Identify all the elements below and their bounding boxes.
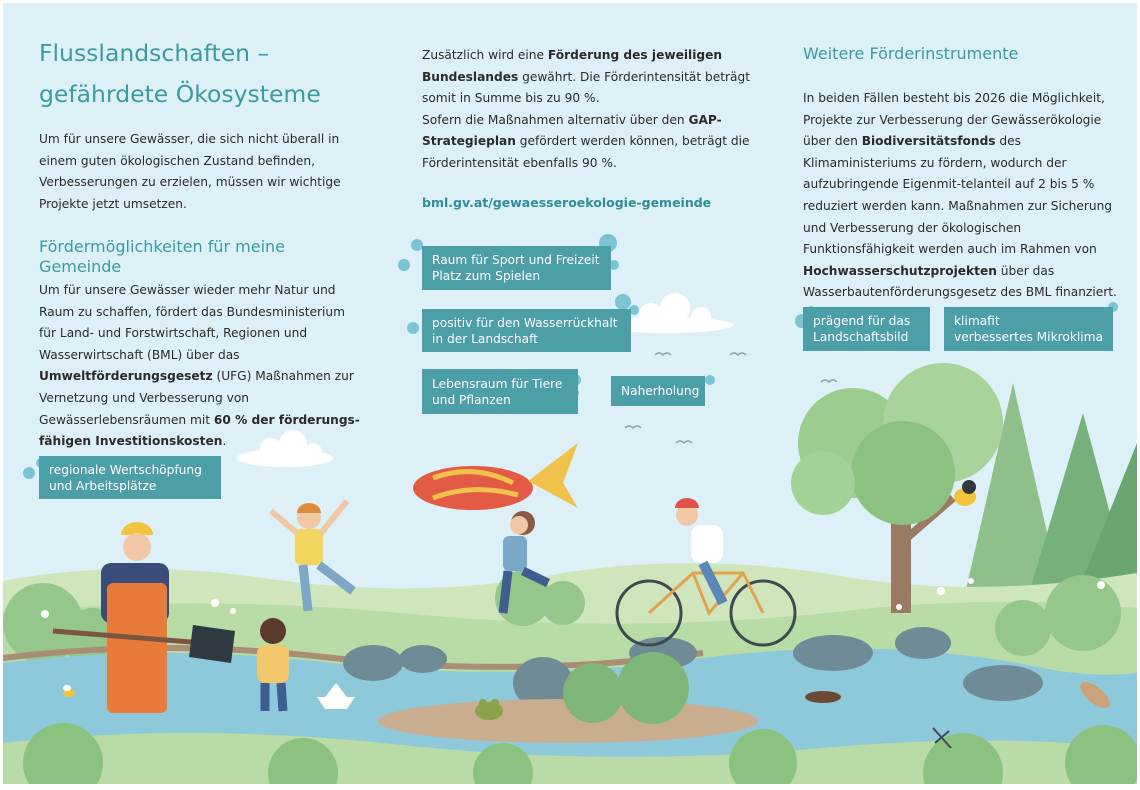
bold-text: Förderung des jeweiligen Bundeslandes [422, 48, 723, 84]
text-run: gefördert werden können, beträgt die Förderintensität ebenfalls 90 %. [422, 134, 750, 170]
tag-wasserrueckhalt: positiv für den Wasserrückhalt in der Landschaft [422, 309, 631, 352]
text-run: gewährt. Die Förderintensität beträgt somit in Summe bis zu 90 %. [422, 69, 750, 106]
bold-text: Hochwasserschutzprojekten [803, 263, 997, 278]
tag-lebensraum: Lebensraum für Tiere und Pflanzen [422, 369, 578, 414]
text-run: des Klimaministeriums zu fördern, wodurch der aufzubringende Eigenmit-telanteil auf 2 bis 5 % reduziert werden kann. Maßnahmen zur Sicherung und Verbesserung der ökologischen Funktionsfähigkeit werden auch im Rahmen von [803, 134, 1113, 257]
bold-text: GAP-Strategieplan [422, 112, 722, 149]
frog-icon [475, 699, 503, 720]
text-run: Um für unsere Gewässer wieder mehr Natur und Raum zu schaffen, fördert das Bundesministerium für Land- und Forstwirtschaft, Regionen und Wasserwirtschaft (BML) über das [39, 283, 345, 362]
section-paragraph-foerderung [39, 280, 364, 453]
paragraph-bundesland [422, 45, 752, 175]
tag-klimafit: klimafit verbessertes Mikroklima [944, 307, 1113, 351]
tag-naherholung: Naherholung [611, 376, 705, 406]
text-run: (UFG) Maßnahmen zur Vernetzung und Verbesserung von Gewässerlebensräumen mit [39, 369, 354, 427]
tag-wertschoepfung: regionale Wertschöpfung und Arbeitsplätze [39, 456, 221, 499]
text-run: In beiden Fällen besteht bis 2026 die Möglichkeit, Projekte zur Verbesserung der Gewässerökologie über den [803, 91, 1105, 149]
text-run: über das Wasserbautenförderungsgesetz des BML finanziert. [803, 263, 1117, 300]
kite-fish-icon [413, 443, 578, 510]
bold-text: Umweltförderungsgesetz [39, 369, 213, 384]
bold-text: Biodiversitätsfonds [861, 134, 996, 149]
text-run: Sofern die Maßnahmen alternativ über den [422, 112, 689, 127]
text-run: Zusätzlich wird eine [422, 48, 548, 62]
section-heading-weitere: Weitere Förderinstrumente [803, 44, 1019, 63]
text-run: . [222, 434, 227, 449]
paragraph-weitere [803, 88, 1123, 304]
tag-sport-freizeit: Raum für Sport und Freizeit Platz zum Spielen [422, 246, 611, 290]
great-tit-icon [954, 480, 976, 506]
section-heading-foerdermoeglichkeiten: Fördermöglichkeiten für meine Gemeinde [39, 237, 285, 276]
page-title: Flusslandschaften – gefährdete Ökosysteme [39, 39, 321, 108]
bold-text: 60 % der förderungs-fähigen Investitionskosten [39, 412, 360, 449]
tag-landschaftsbild: prägend für das Landschaftsbild [803, 307, 930, 351]
ministry-link[interactable]: bml.gv.at/gewaesseroekologie-gemeinde [422, 195, 712, 210]
crayfish-icon [805, 691, 841, 703]
intro-text: Um für unsere Gewässer, die sich nicht überall in einem guten ökologischen Zustand befinden, Verbesserungen zu erzielen, müssen wir wichtige Projekte jetzt umsetzen. [39, 132, 341, 211]
brochure-page [3, 3, 1137, 784]
